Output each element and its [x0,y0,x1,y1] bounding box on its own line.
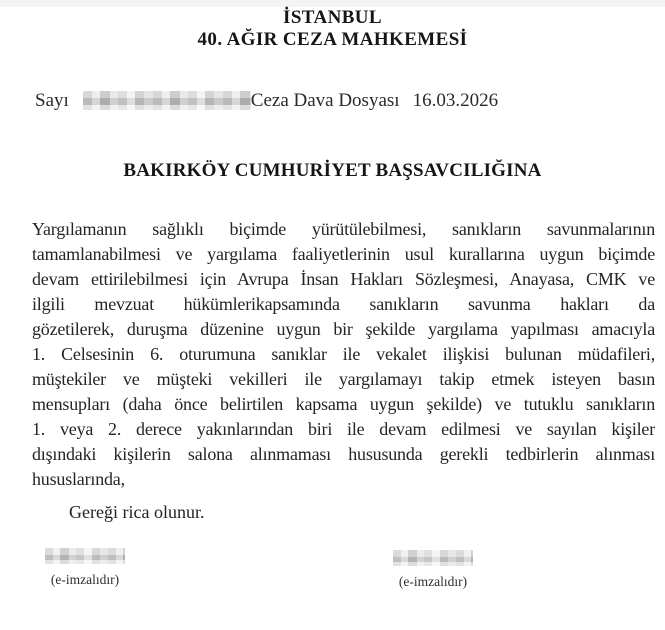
body-text-line: 1. Celsesinin 6. oturumuna sanıklar ile vekalet ilişkisi bulunan müdafileri, [32,344,655,364]
body-text-line: 1. veya 2. derece yakınlarından biri ile devam edilmesi ve sayılan kişiler [32,419,655,439]
closing-line: Gereği rica olunur. [69,502,205,522]
redacted-case-number [83,91,251,110]
court-city: İSTANBUL [283,7,382,28]
e-signature-label: (e-imzalıdır) [50,572,120,587]
body-paragraph [32,217,655,492]
body-text-line: tamamlanabilmesi ve yargılama faaliyetlerinin usul kurallarına uygun biçimde [32,244,655,264]
redacted-signature-name [45,548,125,564]
body-text-line: dışındaki kişilerin salona alınmaması hususunda gerekli tedbirlerin alınması [32,444,655,464]
case-date: 16.03.2026 [412,89,499,111]
case-number-label: Sayı [35,89,69,111]
body-text-line: mensupları (daha önce belirtilen kapsama uygun şekilde) ve tutuklu sanıkların [32,394,655,414]
redacted-signature-name [393,550,473,566]
body-text-line: gözetilerek, duruşma düzenine uygun bir şekilde yargılama yapılması amacıyla [32,319,655,339]
signature-block-right [378,550,488,590]
addressee-heading: BAKIRKÖY CUMHURİYET BAŞSAVCILIĞINA [123,160,542,181]
body-text-line: devam ettirilebilmesi için Avrupa İnsan Hakları Sözleşmesi, Anayasa, CMK ve [32,269,655,289]
case-file-type: Ceza Dava Dosyası [250,89,400,111]
body-text-line: hususlarında, [32,469,125,489]
body-text-line: Yargılamanın sağlıklı biçimde yürütülebilmesi, sanıkların savunmalarının [32,219,655,239]
scan-edge-strip [0,0,665,7]
case-info-line [35,89,498,112]
signature-block-left [30,548,140,588]
body-text-line: müştekiler ve müşteki vekilleri ile yargılamayı takip etmek isteyen basın [32,369,655,389]
court-name: 40. AĞIR CEZA MAHKEMESİ [197,29,468,50]
court-header [0,7,665,51]
e-signature-label: (e-imzalıdır) [398,574,468,589]
body-text-line: ilgili mevzuat hükümlerikapsamında sanıkların savunma hakları da [32,294,655,314]
